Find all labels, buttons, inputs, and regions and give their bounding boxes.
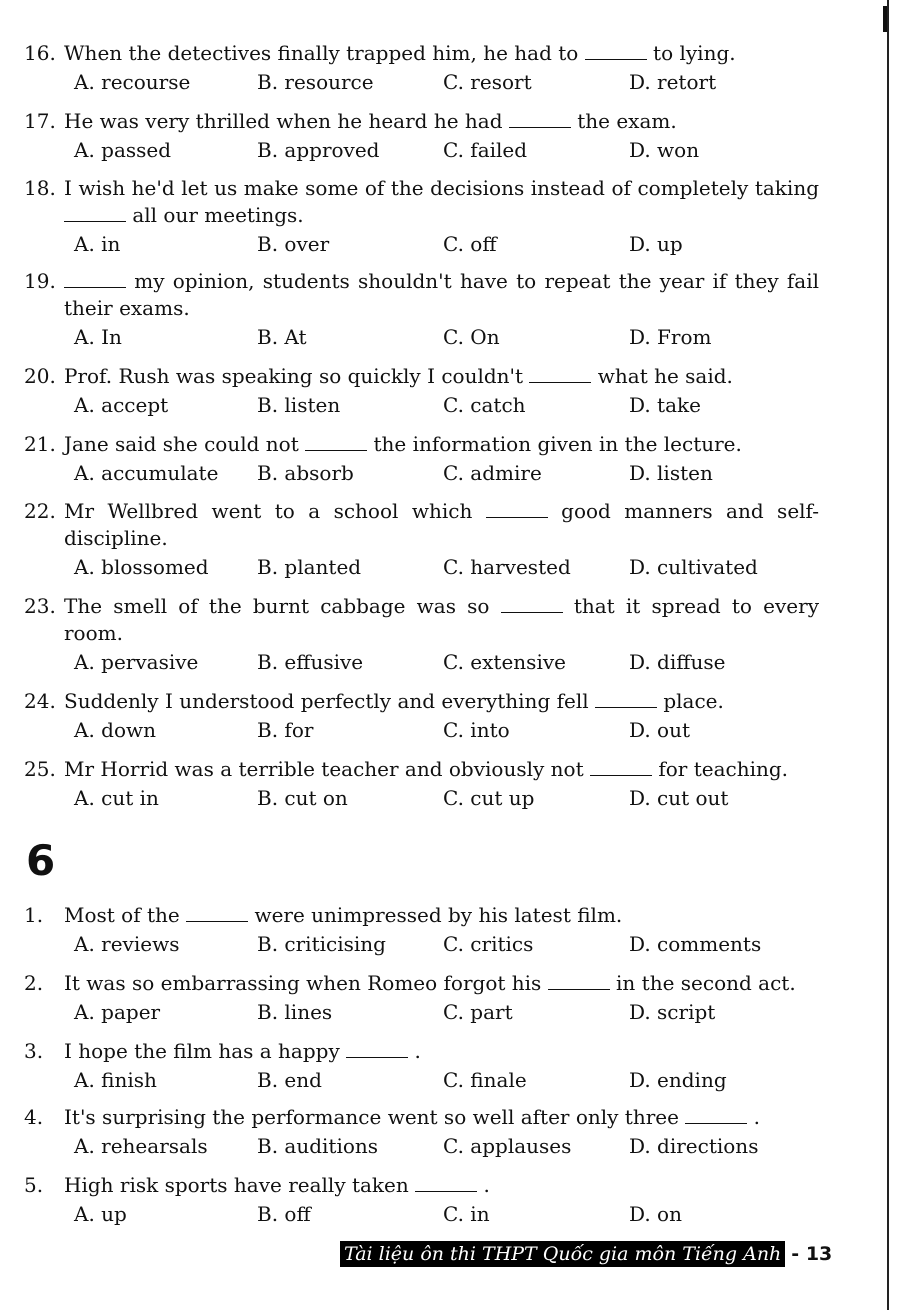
question-number: 1. bbox=[24, 903, 44, 927]
question-number: 4. bbox=[24, 1105, 44, 1129]
answer-options bbox=[24, 1066, 819, 1094]
option-c: C. in bbox=[443, 1202, 490, 1226]
question-item bbox=[24, 363, 819, 419]
question-item bbox=[24, 756, 819, 812]
answer-options bbox=[24, 930, 819, 958]
option-a: A. pervasive bbox=[74, 650, 199, 674]
option-b: B. effusive bbox=[257, 650, 364, 674]
question-text: The smell of the burnt cabbage was so that it spread to every room. bbox=[64, 594, 826, 645]
option-c: C. part bbox=[443, 1000, 513, 1024]
question-number: 22. bbox=[24, 499, 56, 523]
question-stem bbox=[24, 175, 826, 229]
question-item bbox=[24, 175, 826, 258]
question-stem bbox=[24, 1104, 819, 1131]
answer-blank bbox=[64, 271, 126, 288]
answer-blank bbox=[64, 205, 126, 222]
question-item bbox=[24, 498, 819, 581]
option-b: B. auditions bbox=[257, 1134, 379, 1158]
question-stem bbox=[24, 40, 819, 67]
question-number: 21. bbox=[24, 432, 56, 456]
question-item bbox=[24, 902, 819, 958]
question-item bbox=[24, 1172, 819, 1228]
option-d: D. won bbox=[629, 138, 700, 162]
answer-options bbox=[24, 68, 819, 96]
question-stem bbox=[24, 593, 826, 647]
question-number: 5. bbox=[24, 1173, 44, 1197]
option-c: C. admire bbox=[443, 461, 542, 485]
answer-options bbox=[24, 648, 819, 676]
question-text: my opinion, students shouldn't have to repeat the year if they fail their exams. bbox=[64, 269, 826, 320]
option-d: D. out bbox=[629, 718, 690, 742]
answer-blank bbox=[346, 1041, 408, 1058]
option-d: D. diffuse bbox=[629, 650, 726, 674]
question-number: 17. bbox=[24, 109, 56, 133]
answer-blank bbox=[486, 501, 548, 518]
option-a: A. in bbox=[74, 232, 121, 256]
question-number: 18. bbox=[24, 176, 56, 200]
answer-blank bbox=[685, 1107, 747, 1124]
option-a: A. rehearsals bbox=[74, 1134, 208, 1158]
option-c: C. cut up bbox=[443, 786, 535, 810]
scan-mark bbox=[883, 6, 887, 32]
option-a: A. paper bbox=[74, 1000, 161, 1024]
answer-options bbox=[24, 323, 819, 351]
question-text: Suddenly I understood perfectly and everything fell place. bbox=[64, 689, 724, 713]
answer-blank bbox=[529, 366, 591, 383]
question-text: I hope the film has a happy . bbox=[64, 1039, 421, 1063]
answer-options bbox=[24, 998, 819, 1026]
option-d: D. cut out bbox=[629, 786, 729, 810]
footer-page-number: - 13 bbox=[791, 1243, 833, 1265]
option-d: D. comments bbox=[629, 932, 762, 956]
option-c: C. applauses bbox=[443, 1134, 572, 1158]
option-c: C. off bbox=[443, 232, 497, 256]
question-text: Prof. Rush was speaking so quickly I couldn't what he said. bbox=[64, 364, 733, 388]
option-b: B. end bbox=[257, 1068, 322, 1092]
option-b: B. off bbox=[257, 1202, 311, 1226]
option-d: D. up bbox=[629, 232, 683, 256]
option-b: B. At bbox=[257, 325, 307, 349]
question-text: I wish he'd let us make some of the decisions instead of completely taking all our meetings. bbox=[64, 176, 826, 227]
question-text: When the detectives finally trapped him, he had to to lying. bbox=[64, 41, 736, 65]
option-b: B. over bbox=[257, 232, 330, 256]
option-b: B. listen bbox=[257, 393, 341, 417]
option-a: A. reviews bbox=[74, 932, 180, 956]
option-b: B. cut on bbox=[257, 786, 348, 810]
answer-blank bbox=[585, 43, 647, 60]
question-stem bbox=[24, 108, 819, 135]
option-d: D. cultivated bbox=[629, 555, 758, 579]
option-d: D. ending bbox=[629, 1068, 727, 1092]
question-text: It's surprising the performance went so well after only three . bbox=[64, 1105, 761, 1129]
question-number: 2. bbox=[24, 971, 44, 995]
answer-blank bbox=[415, 1175, 477, 1192]
option-b: B. approved bbox=[257, 138, 380, 162]
option-d: D. take bbox=[629, 393, 701, 417]
option-c: C. failed bbox=[443, 138, 528, 162]
option-a: A. cut in bbox=[74, 786, 159, 810]
answer-options bbox=[24, 1200, 819, 1228]
question-text: He was very thrilled when he heard he had the exam. bbox=[64, 109, 677, 133]
question-stem bbox=[24, 498, 819, 552]
option-b: B. planted bbox=[257, 555, 362, 579]
option-a: A. In bbox=[74, 325, 122, 349]
option-d: D. From bbox=[629, 325, 712, 349]
question-text: Most of the were unimpressed by his latest film. bbox=[64, 903, 623, 927]
option-d: D. on bbox=[629, 1202, 682, 1226]
question-stem bbox=[24, 1172, 819, 1199]
answer-options bbox=[24, 553, 819, 581]
question-stem bbox=[24, 756, 819, 783]
option-a: A. accumulate bbox=[74, 461, 219, 485]
option-a: A. accept bbox=[74, 393, 169, 417]
question-stem bbox=[24, 970, 819, 997]
option-d: D. listen bbox=[629, 461, 713, 485]
question-item bbox=[24, 108, 819, 164]
question-number: 25. bbox=[24, 757, 56, 781]
option-b: B. resource bbox=[257, 70, 374, 94]
question-item bbox=[24, 593, 826, 676]
footer bbox=[340, 1239, 832, 1269]
question-item bbox=[24, 970, 819, 1026]
option-d: D. retort bbox=[629, 70, 717, 94]
question-item bbox=[24, 688, 819, 744]
option-b: B. lines bbox=[257, 1000, 333, 1024]
option-b: B. criticising bbox=[257, 932, 386, 956]
option-b: B. for bbox=[257, 718, 314, 742]
question-item bbox=[24, 1038, 819, 1094]
option-c: C. extensive bbox=[443, 650, 566, 674]
footer-title: Tài liệu ôn thi THPT Quốc gia môn Tiếng Anh bbox=[340, 1241, 785, 1267]
option-a: A. passed bbox=[74, 138, 172, 162]
answer-blank bbox=[590, 759, 652, 776]
scan-edge-line bbox=[887, 0, 889, 1310]
option-a: A. blossomed bbox=[74, 555, 209, 579]
option-d: D. script bbox=[629, 1000, 716, 1024]
option-c: C. finale bbox=[443, 1068, 527, 1092]
question-item bbox=[24, 431, 819, 487]
option-a: A. down bbox=[74, 718, 157, 742]
question-number: 20. bbox=[24, 364, 56, 388]
question-stem bbox=[24, 431, 819, 458]
option-c: C. On bbox=[443, 325, 500, 349]
answer-options bbox=[24, 391, 819, 419]
question-number: 16. bbox=[24, 41, 56, 65]
answer-options bbox=[24, 459, 819, 487]
section-heading: 6 bbox=[26, 836, 56, 885]
question-text: Mr Wellbred went to a school which good manners and self-discipline. bbox=[64, 499, 819, 550]
option-d: D. directions bbox=[629, 1134, 759, 1158]
question-text: It was so embarrassing when Romeo forgot his in the second act. bbox=[64, 971, 796, 995]
question-stem bbox=[24, 1038, 819, 1065]
option-a: A. finish bbox=[74, 1068, 157, 1092]
question-stem bbox=[24, 363, 819, 390]
question-stem bbox=[24, 268, 826, 322]
question-text: Jane said she could not the information given in the lecture. bbox=[64, 432, 742, 456]
question-item bbox=[24, 268, 826, 351]
question-item bbox=[24, 40, 819, 96]
answer-options bbox=[24, 784, 819, 812]
answer-options bbox=[24, 230, 819, 258]
option-c: C. critics bbox=[443, 932, 534, 956]
option-c: C. catch bbox=[443, 393, 526, 417]
answer-options bbox=[24, 136, 819, 164]
answer-blank bbox=[595, 691, 657, 708]
answer-blank bbox=[509, 111, 571, 128]
question-item bbox=[24, 1104, 819, 1160]
question-number: 24. bbox=[24, 689, 56, 713]
question-stem bbox=[24, 688, 819, 715]
question-text: High risk sports have really taken . bbox=[64, 1173, 490, 1197]
question-number: 19. bbox=[24, 269, 56, 293]
answer-options bbox=[24, 1132, 819, 1160]
answer-blank bbox=[501, 596, 563, 613]
answer-blank bbox=[548, 973, 610, 990]
option-b: B. absorb bbox=[257, 461, 354, 485]
option-a: A. up bbox=[74, 1202, 127, 1226]
answer-options bbox=[24, 716, 819, 744]
question-text: Mr Horrid was a terrible teacher and obviously not for teaching. bbox=[64, 757, 789, 781]
option-a: A. recourse bbox=[74, 70, 191, 94]
question-number: 23. bbox=[24, 594, 56, 618]
option-c: C. harvested bbox=[443, 555, 571, 579]
answer-blank bbox=[305, 434, 367, 451]
option-c: C. into bbox=[443, 718, 510, 742]
question-stem bbox=[24, 902, 819, 929]
option-c: C. resort bbox=[443, 70, 532, 94]
answer-blank bbox=[186, 905, 248, 922]
question-number: 3. bbox=[24, 1039, 44, 1063]
